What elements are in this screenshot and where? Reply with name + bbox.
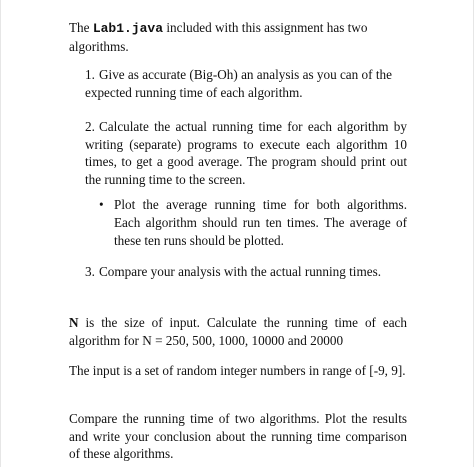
bullet-text: Plot the average running time for both algorithms. Each algorithm should run ten times. The average of these ten runs should be plotted.: [114, 197, 407, 248]
bullet-item: [99, 196, 407, 249]
intro-prefix: The: [69, 20, 90, 35]
list-text: Give as accurate (Big-Oh) an analysis as you can of the expected running time of each algorithm.: [85, 67, 392, 100]
input-size-paragraph: [69, 314, 407, 350]
n-symbol: N: [69, 315, 79, 330]
input-range-paragraph: The input is a set of random integer numbers in range of [-9, 9].: [69, 363, 406, 378]
filename-code: Lab1.java: [92, 21, 164, 36]
list-number: 1.: [85, 67, 95, 82]
intro-paragraph: [69, 19, 407, 56]
list-item-1: [85, 66, 407, 102]
list-item-2: [85, 118, 407, 188]
list-number: 3.: [85, 264, 95, 279]
bullet-icon: •: [99, 197, 104, 212]
list-text: Compare your analysis with the actual running times.: [99, 264, 382, 279]
list-number: 2.: [85, 119, 95, 134]
intro-suffix: included with this assignment has two algorithms.: [69, 20, 368, 54]
compare-paragraph: Compare the running time of two algorithms. Plot the results and write your conclusion about the running time comparison of these algorithms.: [69, 411, 407, 461]
list-item-3: [85, 263, 407, 281]
list-text: Calculate the actual running time for each algorithm by writing (separate) programs to execute each algorithm 10 times, to get a good average. The program should print out the running time to the screen.: [85, 119, 407, 187]
input-size-text: is the size of input. Calculate the running time of each algorithm for N = 250, 500, 1000, 10000 and 20000: [69, 315, 408, 348]
